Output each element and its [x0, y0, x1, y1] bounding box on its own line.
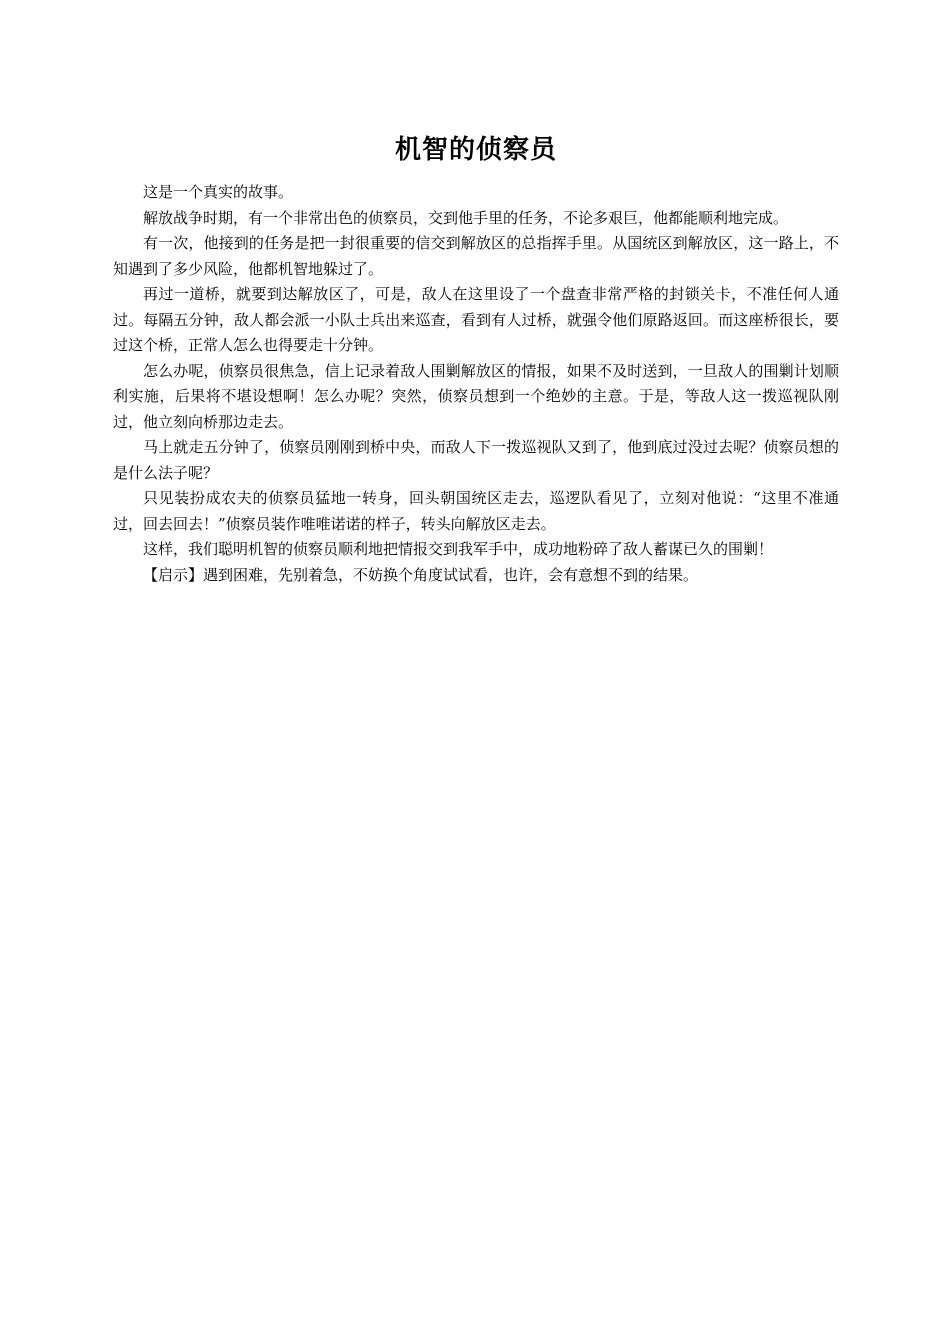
paragraph-2: 解放战争时期，有一个非常出色的侦察员，交到他手里的任务，不论多艰巨，他都能顺利地完成。 [143, 208, 789, 227]
paragraph-3: 有一次，他接到的任务是把一封很重要的信交到解放区的总指挥手里。从国统区到解放区，这一路上，不知遇到了多少风险，他都机智地躲过了。 [113, 234, 839, 278]
paragraph-6: 马上就走五分钟了，侦察员刚刚到桥中央，而敌人下一拨巡视队又到了，他到底过没过去呢？侦察员想的是什么法子呢？ [113, 438, 839, 482]
paragraph-4: 再过一道桥，就要到达解放区了，可是，敌人在这里设了一个盘查非常严格的封锁关卡，不准任何人通过。每隔五分钟，敌人都会派一小队士兵出来巡查，看到有人过桥，就强令他们原路返回。而这座桥很长，要过这个桥，正常人怎么也得要走十分钟。 [113, 285, 839, 354]
paragraph-8: 这样，我们聪明机智的侦察员顺利地把情报交到我军手中，成功地粉碎了敌人蓄谋已久的围剿！ [143, 540, 774, 558]
document-body [113, 130, 839, 588]
paragraph-7: 只见装扮成农夫的侦察员猛地一转身，回头朝国统区走去，巡逻队看见了，立刻对他说：“这里不准通过，回去回去！”侦察员装作唯唯诺诺的样子，转头向解放区走去。 [113, 489, 839, 533]
document-title: 机智的侦察员 [394, 135, 557, 165]
paragraph-5: 怎么办呢，侦察员很焦急，信上记录着敌人围剿解放区的情报，如果不及时送到，一旦敌人的围剿计划顺利实施，后果将不堪设想啊！怎么办呢？突然，侦察员想到一个绝妙的主意。于是，等敌人这一拨巡视队刚过，他立刻向桥那边走去。 [113, 361, 839, 431]
moral-paragraph: 【启示】遇到困难，先别着急，不妨换个角度试试看，也许，会有意想不到的结果。 [143, 565, 699, 584]
paragraph-1: 这是一个真实的故事。 [143, 183, 294, 201]
